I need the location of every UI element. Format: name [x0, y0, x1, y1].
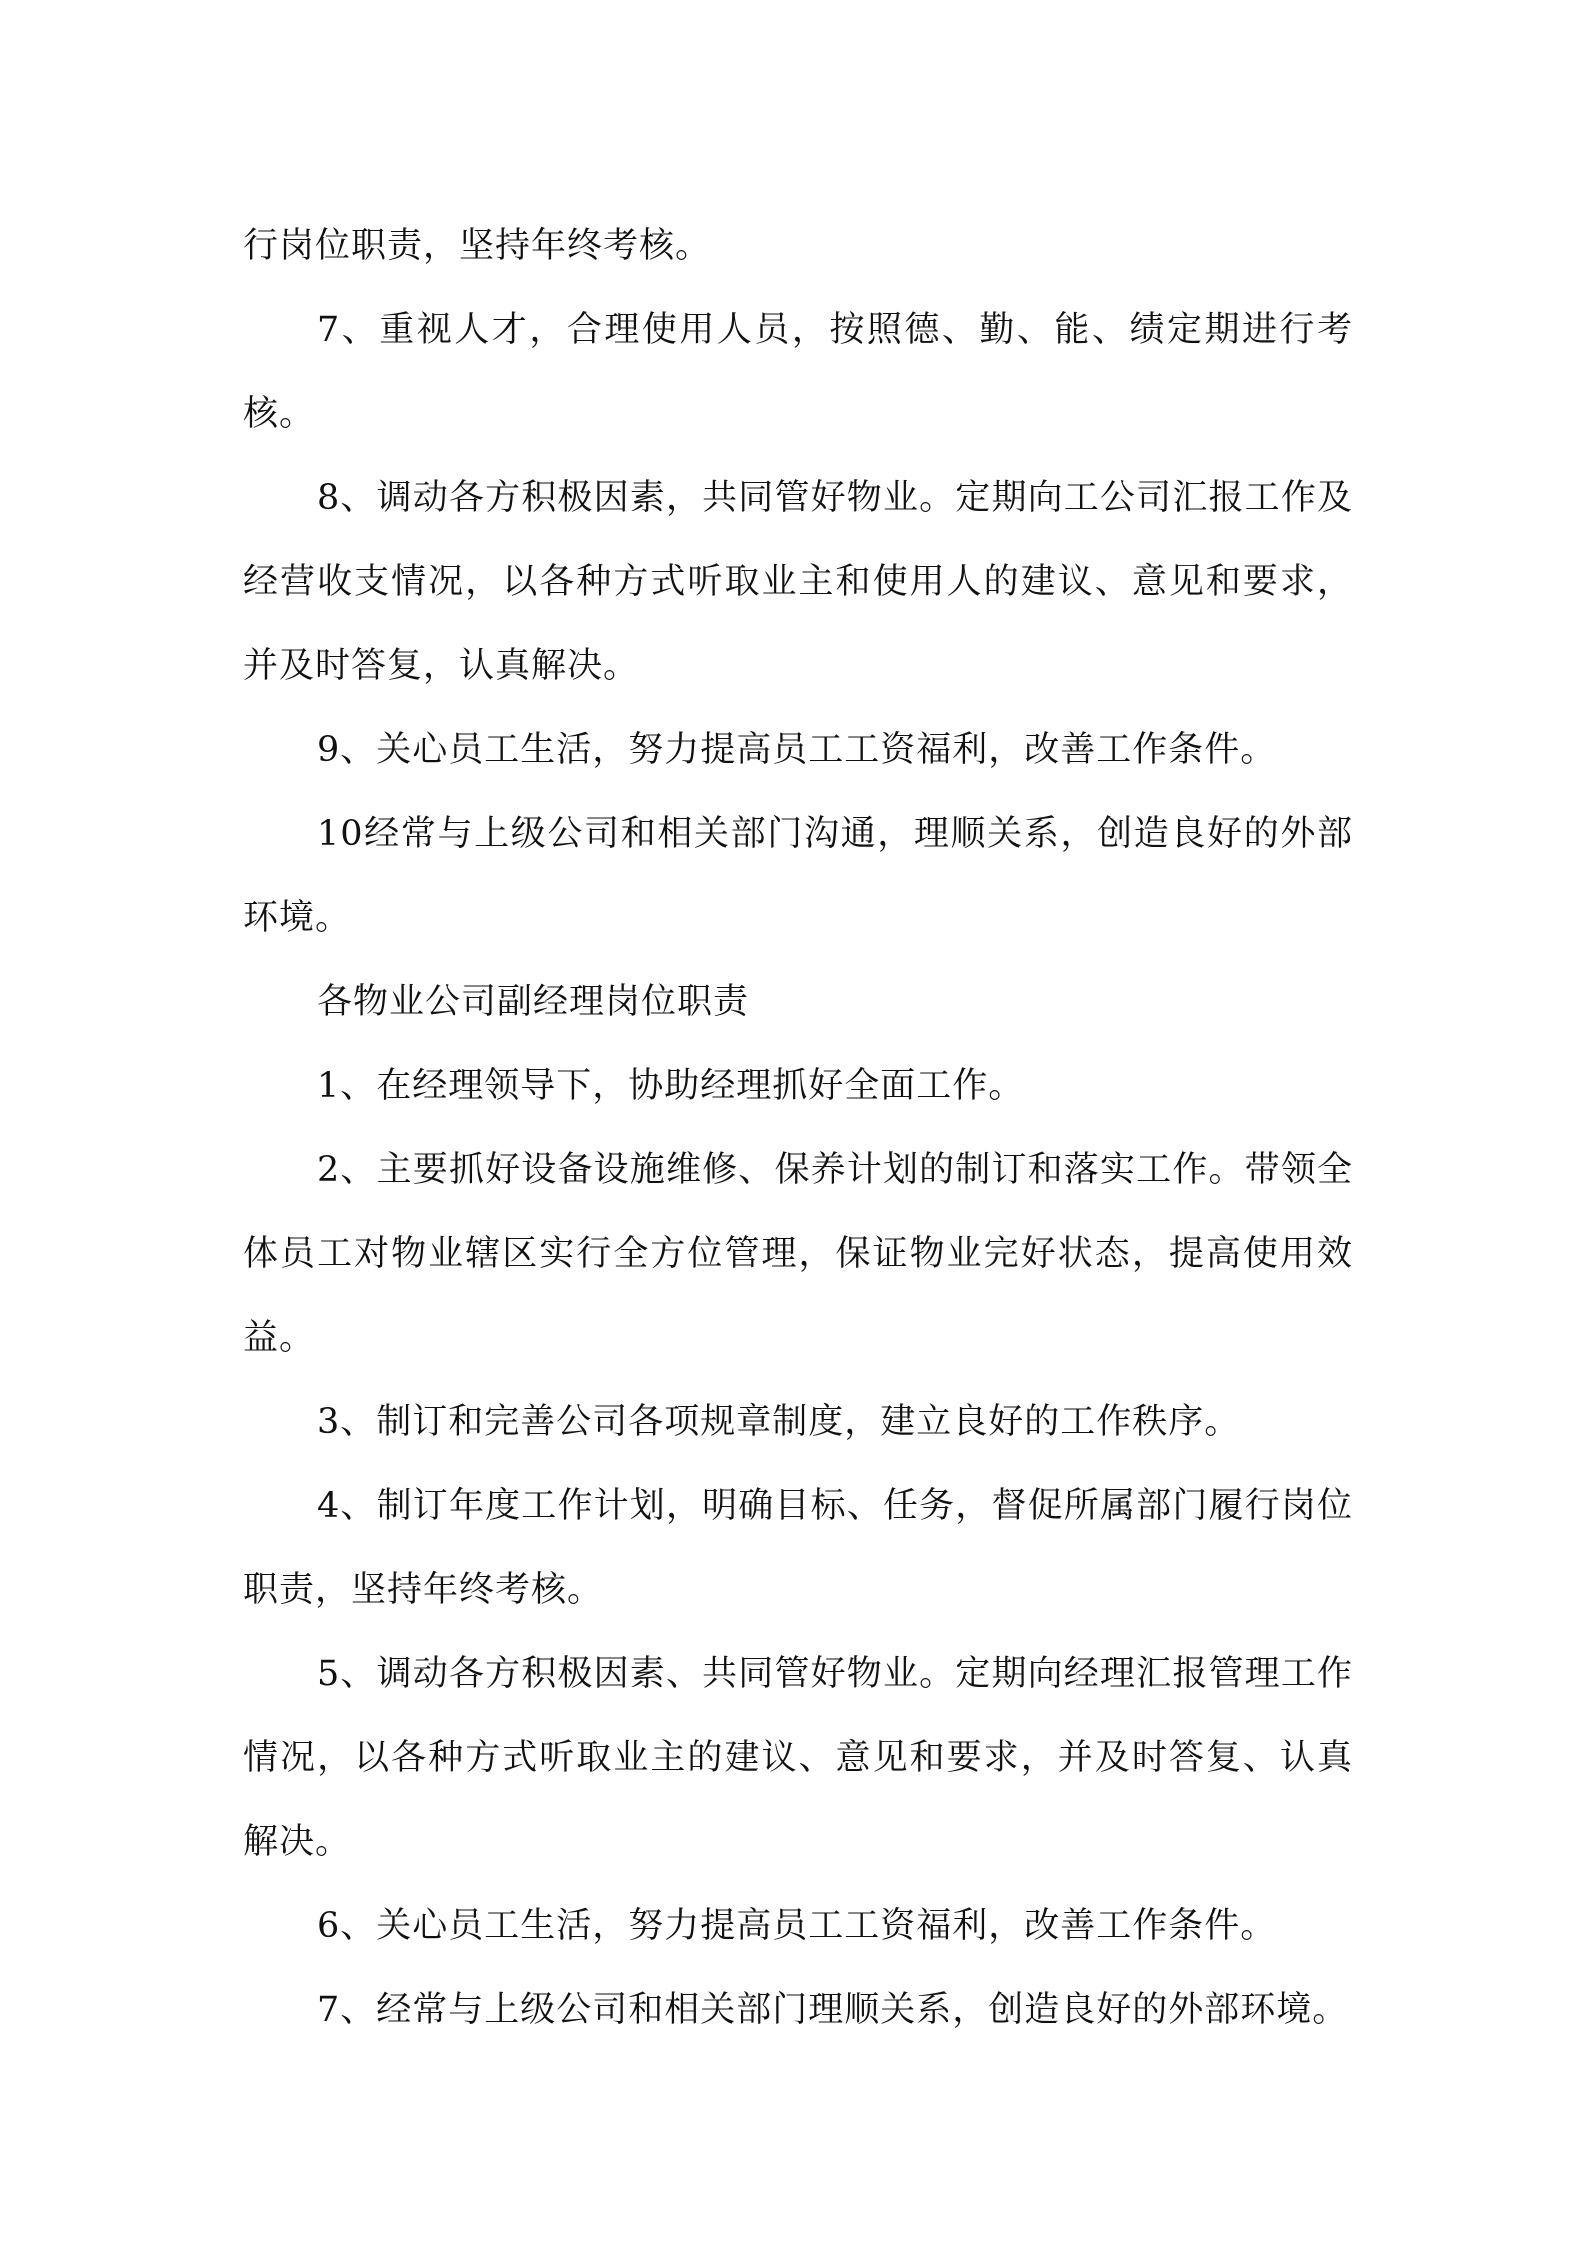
- paragraph-item-9-welfare: 9、关心员工生活，努力提高员工工资福利，改善工作条件。: [317, 730, 1277, 770]
- paragraph-item-5-report: 5、调动各方积极因素、共同管好物业。定期向经理汇报管理工作情况，以各种方式听取业主的建议、意见和要求，并及时答复、认真解决。: [243, 1654, 1353, 1862]
- section-heading: 各物业公司副经理岗位职责: [317, 982, 750, 1022]
- paragraph-item-6-welfare: 6、关心员工生活，努力提高员工工资福利，改善工作条件。: [317, 1906, 1277, 1946]
- paragraph-item-4-plan: 4、制订年度工作计划，明确目标、任务，督促所属部门履行岗位职责，坚持年终考核。: [243, 1486, 1353, 1610]
- paragraph-item-8-manage: 8、调动各方积极因素，共同管好物业。定期向工公司汇报工作及经营收支情况，以各种方式听取业主和使用人的建议、意见和要求，并及时答复，认真解决。: [243, 478, 1353, 686]
- paragraph-item-7-relations: 7、经常与上级公司和相关部门理顺关系，创造良好的外部环境。: [317, 1990, 1349, 2030]
- paragraph-item-10-relations: 10经常与上级公司和相关部门沟通，理顺关系，创造良好的外部环境。: [243, 814, 1353, 938]
- document-body: [243, 204, 1353, 2052]
- paragraph-continuation: 行岗位职责，坚持年终考核。: [243, 226, 712, 266]
- paragraph-item-1-assist: 1、在经理领导下，协助经理抓好全面工作。: [317, 1066, 1025, 1106]
- paragraph-item-2-maintenance: 2、主要抓好设备设施维修、保养计划的制订和落实工作。带领全体员工对物业辖区实行全方位管理，保证物业完好状态，提高使用效益。: [243, 1150, 1353, 1358]
- paragraph-item-7-talent: 7、重视人才，合理使用人员，按照德、勤、能、绩定期进行考核。: [243, 310, 1353, 434]
- paragraph-item-3-rules: 3、制订和完善公司各项规章制度，建立良好的工作秩序。: [317, 1402, 1241, 1442]
